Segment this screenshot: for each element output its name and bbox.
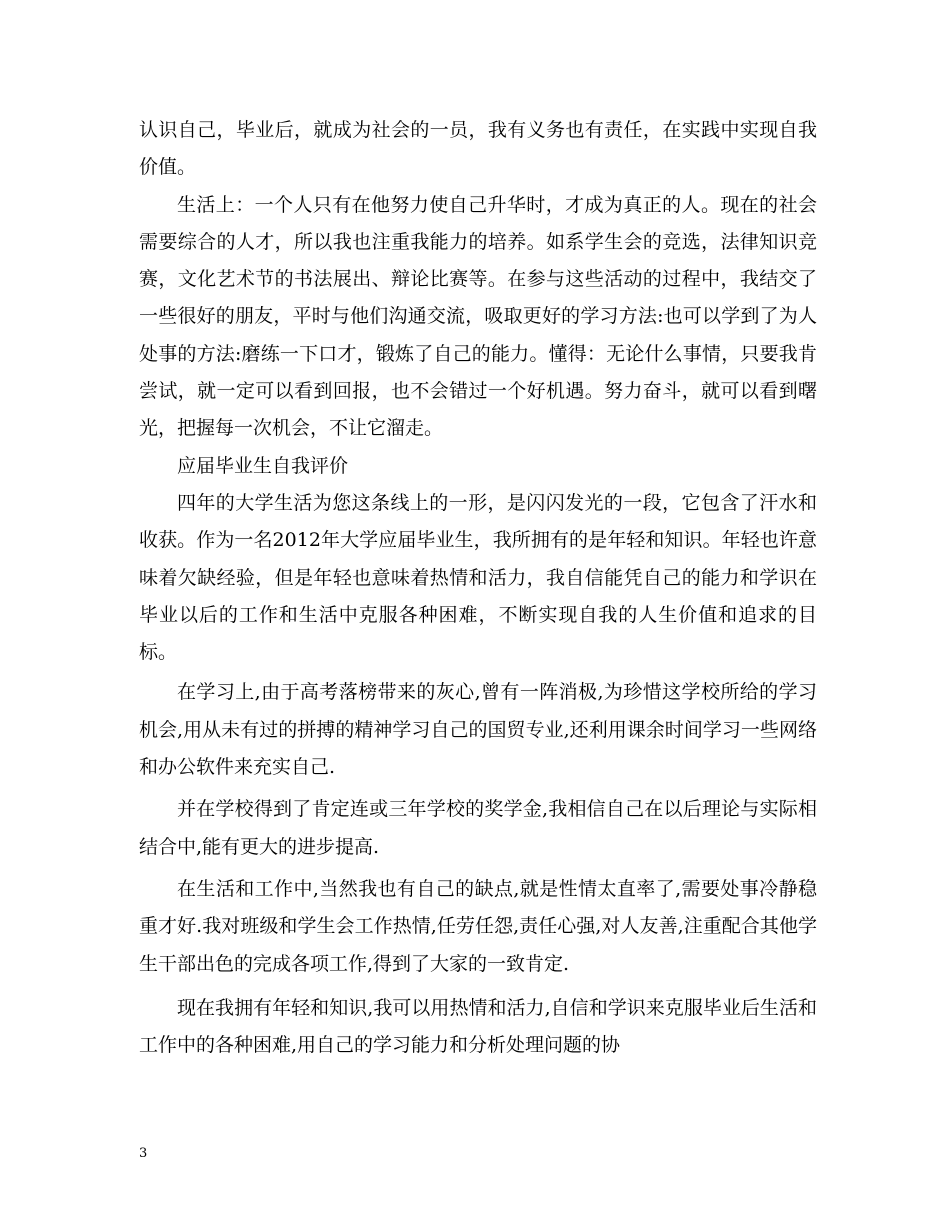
paragraph-university-life: 四年的大学生活为您这条线上的一形，是闪闪发光的一段，它包含了汗水和收获。作为一名2012年大学应届毕业生，我所拥有的是年轻和知识。年轻也许意味着欠缺经验，但是年轻也意味着热情和活力，我自信能凭自己的能力和学识在毕业以后的工作和生活中克服各种困难，不断实现自我的人生价值和追求的目标。	[139, 491, 817, 664]
paragraph-scholarship: 并在学校得到了肯定连或三年学校的奖学金,我相信自己在以后理论与实际相结合中,能有更大的进步提高.	[139, 798, 817, 858]
page-number: 3	[139, 1146, 148, 1161]
paragraph-life: 生活上：一个人只有在他努力使自己升华时，才成为真正的人。现在的社会需要综合的人才，所以我也注重我能力的培养。如系学生会的竞选，法律知识竞赛，文化艺术节的书法展出、辩论比赛等。在参与这些活动的过程中，我结交了一些很好的朋友，平时与他们沟通交流，吸取更好的学习方法:也可以学到了为人处事的方法:磨练一下口才，锻炼了自己的能力。懂得：无论什么事情，只要我肯尝试，就一定可以看到回报，也不会错过一个好机遇。努力奋斗，就可以看到曙光，把握每一次机会，不让它溜走。	[139, 193, 817, 440]
paragraph-study: 在学习上,由于高考落榜带来的灰心,曾有一阵消极,为珍惜这学校所给的学习机会,用从未有过的拼搏的精神学习自己的国贸专业,还利用课余时间学习一些网络和办公软件来充实自己.	[139, 681, 817, 779]
section-heading: 应届毕业生自我评价	[177, 454, 349, 477]
paragraph-intro-continuation: 认识自己，毕业后，就成为社会的一员，我有义务也有责任，在实践中实现自我价值。	[139, 119, 817, 179]
paragraph-conclusion: 现在我拥有年轻和知识,我可以用热情和活力,自信和学识来克服毕业后生活和工作中的各种困难,用自己的学习能力和分析处理问题的协	[139, 996, 817, 1057]
paragraph-work: 在生活和工作中,当然我也有自己的缺点,就是性情太直率了,需要处事冷静稳重才好.我对班级和学生会工作热情,任劳任怨,责任心强,对人友善,注重配合其他学生干部出色的完成各项工作,得到了大家的一致肯定.	[139, 877, 817, 975]
document-body	[139, 112, 817, 1064]
